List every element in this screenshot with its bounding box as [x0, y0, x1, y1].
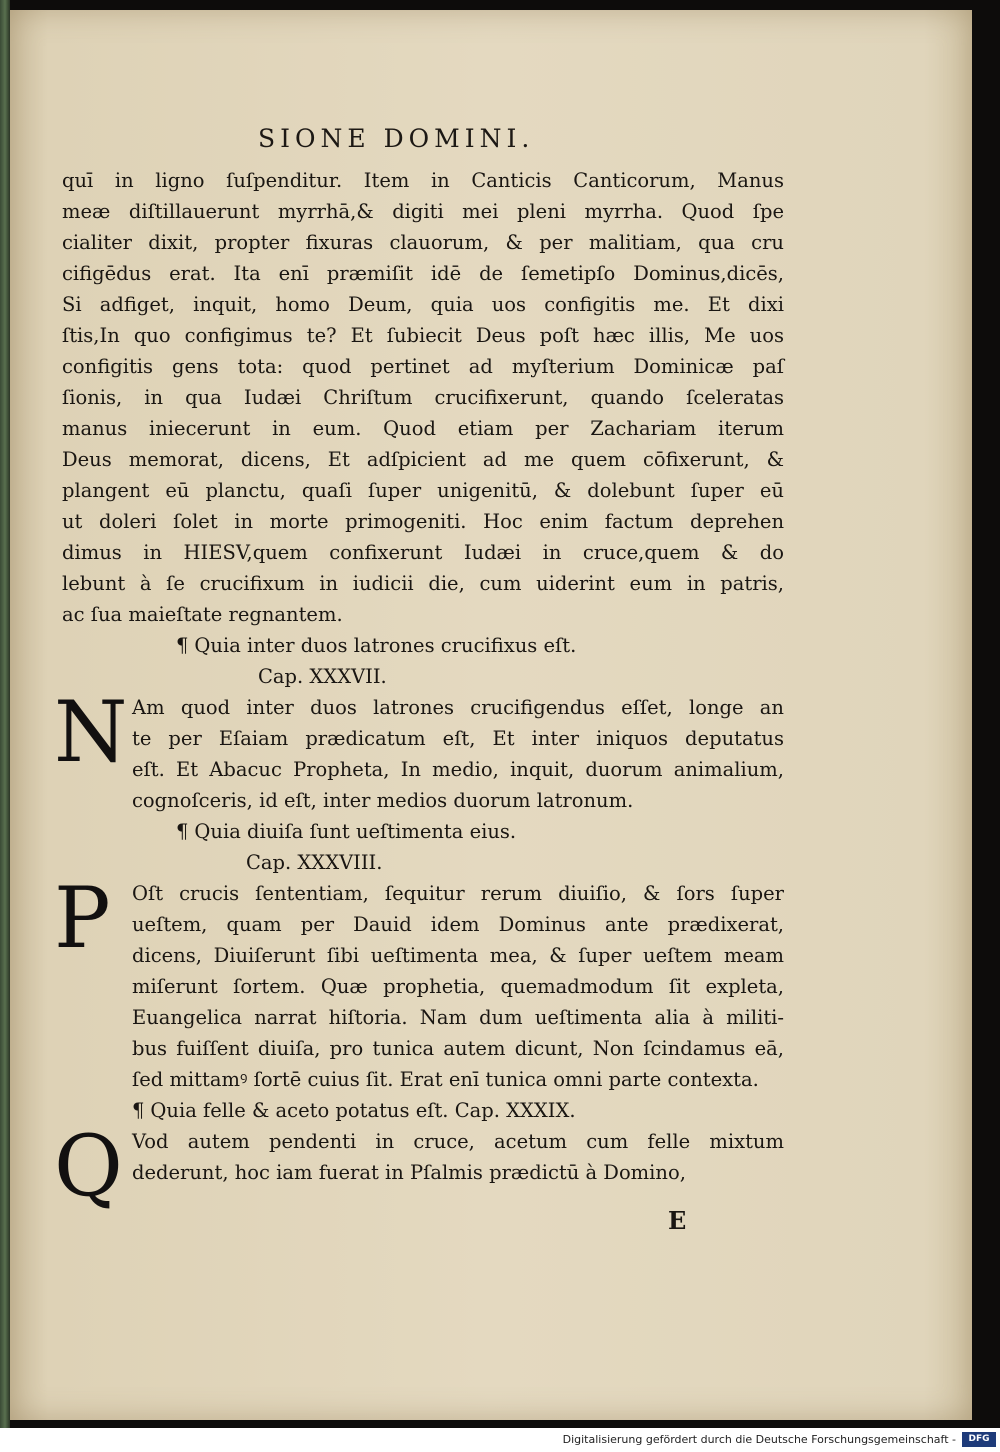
text-line: dimus in HIESV,quem confixerunt Iudæi in cruce,quem & do [62, 541, 784, 564]
text-line: te per Eſaiam prædicatum eſt, Et inter iniquos deputatus [132, 727, 784, 750]
text-line: ſed mittamꝰ ſortē cuius ſit. Erat enī tunica omni parte contexta. [132, 1068, 759, 1091]
chapter-38-number: Cap. XXXVIII. [246, 851, 383, 874]
text-line: Am quod inter duos latrones crucifigendus eſſet, longe an [132, 696, 784, 719]
text-line: configitis gens tota: quod pertinet ad myſterium Dominicæ paſ [62, 355, 784, 378]
text-line: Oſt crucis ſententiam, ſequitur rerum diuiſio, & ſors ſuper [132, 882, 784, 905]
text-line: miſerunt ſortem. Quæ prophetia, quemadmodum ſit expleta, [132, 975, 784, 998]
text-line: meæ diſtillauerunt myrrhā,& digiti mei pleni myrrha. Quod ſpe [62, 200, 784, 223]
funding-note: Digitalisierung gefördert durch die Deutsche Forschungsgemeinschaft - [562, 1433, 956, 1446]
text-line: ac ſua maieſtate regnantem. [62, 603, 343, 626]
text-line: ſtis,In quo configimus te? Et ſubiecit Deus poſt hæc illis, Me uos [62, 324, 784, 347]
chapter-title-text: Quia diuiſa ſunt ueſtimenta eius. [194, 820, 517, 843]
pilcrow-icon: ¶ [176, 820, 189, 843]
drop-cap-initial: Q [54, 1117, 123, 1215]
chapter-37-title [62, 630, 784, 661]
text-line: dicens, Diuiſerunt ſibi ueſtimenta mea, & ſuper ueſtem meam [132, 944, 784, 967]
chapter-37-number: Cap. XXXVII. [258, 665, 387, 688]
text-line: cialiter dixit, propter fixuras clauorum, & per malitiam, qua cru [62, 231, 784, 254]
text-line: Euangelica narrat hiſtoria. Nam dum ueſtimenta alia à militi- [132, 1006, 784, 1029]
drop-cap-initial: N [54, 683, 128, 781]
book-spine-edge [0, 0, 10, 1428]
chapter-title-text: Quia inter duos latrones crucifixus eſt. [194, 634, 577, 657]
text-line: dederunt, hoc iam fuerat in Pſalmis prædictū à Domino, [132, 1161, 686, 1184]
text-line: Deus memorat, dicens, Et adſpicient ad me quem cōfixerunt, & [62, 448, 784, 471]
drop-cap-initial: P [54, 869, 111, 967]
text-line: ueſtem, quam per Dauid idem Dominus ante prædixerat, [132, 913, 784, 936]
chapter-37-paragraph [54, 683, 784, 816]
text-line: lebunt à ſe crucifixum in iudicii die, cum uiderint eum in patris, [62, 572, 784, 595]
chapter-title-text: Quia felle & aceto potatus eſt. Cap. XXXIX. [150, 1099, 576, 1122]
chapter-39-lines [62, 1126, 784, 1188]
chapter-38-lines [62, 878, 784, 1095]
chapter-38-title [62, 816, 784, 847]
text-line: manus iniecerunt in eum. Quod etiam per Zachariam iterum [62, 417, 784, 440]
pilcrow-icon: ¶ [176, 634, 189, 657]
paragraph-continuation [62, 165, 784, 630]
text-line: Si adfiget, inquit, homo Deum, quia uos configitis me. Et dixi [62, 293, 784, 316]
chapter-39-title [62, 1095, 784, 1126]
text-line: eſt. Et Abacuc Propheta, In medio, inquit, duorum animalium, [132, 758, 784, 781]
pilcrow-icon: ¶ [132, 1099, 145, 1122]
text-line: Vod autem pendenti in cruce, acetum cum felle mixtum [132, 1130, 784, 1153]
text-line: plangent eū planctu, quaſi ſuper unigenitū, & dolebunt ſuper eū [62, 479, 784, 502]
text-line: ut doleri ſolet in morte primogeniti. Hoc enim factum deprehen [62, 510, 784, 533]
footer-bar [0, 1428, 1000, 1452]
text-line: quī in ligno ſuſpenditur. Item in Canticis Canticorum, Manus [62, 169, 784, 192]
dfg-logo: DFG [962, 1432, 996, 1447]
chapter-37-lines [62, 692, 784, 816]
text-line: bus fuiſſent diuiſa, pro tunica autem dicunt, Non ſcindamus eā, [132, 1037, 784, 1060]
text-line: cognoſceris, id eſt, inter medios duorum latronum. [132, 789, 634, 812]
page-text [54, 165, 784, 1215]
chapter-38-paragraph [54, 869, 784, 1095]
catchword: E [668, 1206, 687, 1235]
running-head: SIONE DOMINI. [258, 124, 535, 153]
chapter-39-paragraph [54, 1117, 784, 1215]
text-line: cifigēdus erat. Ita enī præmiſit idē de ſemetipſo Dominus,dicēs, [62, 262, 784, 285]
text-line: ſionis, in qua Iudæi Chriſtum crucifixerunt, quando ſceleratas [62, 386, 784, 409]
